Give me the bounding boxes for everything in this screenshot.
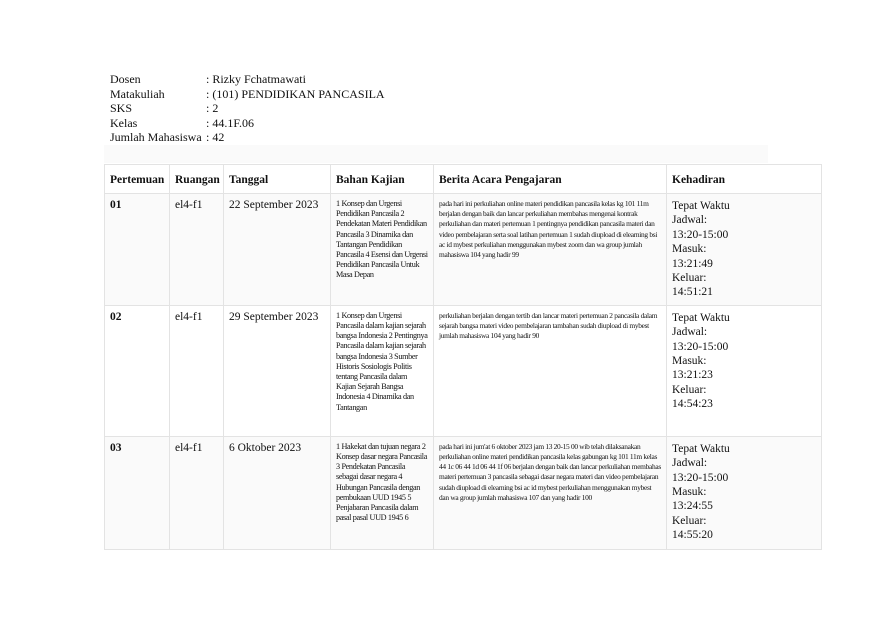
info-row-jumlah bbox=[110, 130, 385, 145]
check-out-label: Keluar: bbox=[672, 272, 707, 285]
meeting-number: 02 bbox=[105, 305, 170, 436]
kelas-value: : 44.1F.06 bbox=[206, 115, 255, 130]
table-row bbox=[105, 305, 822, 436]
check-in-label: Masuk: bbox=[672, 243, 707, 256]
header-kehadiran: Kehadiran bbox=[667, 165, 822, 194]
attendance-status: Tepat Waktu bbox=[672, 311, 730, 324]
teaching-report: pada hari ini perkuliahan online materi pendidikan pancasila kelas kg 101 11m berjalan dengan baik dan lancar perkuliahan membahas mengenai kontrak perkuliahan dan materi pertemuan 1 pentingnya pendidikan pancasila materi dan video pembelajaran serta soal latihan pertemuan 1 sudah diupload di elearning bsi ac id mybest perkuliahan menggunakan mybest zoom dan wa group jumlah mahasiswa 104 yang hadir 99 bbox=[434, 194, 667, 306]
check-in-value: 13:21:49 bbox=[672, 257, 713, 270]
matakuliah-label: Matakuliah bbox=[110, 86, 165, 101]
room: el4-f1 bbox=[170, 305, 224, 436]
table-row bbox=[105, 194, 822, 306]
schedule-value: 13:20-15:00 bbox=[672, 471, 729, 484]
course-info bbox=[110, 72, 385, 145]
header-shade-band bbox=[104, 145, 768, 163]
header-ruangan: Ruangan bbox=[170, 165, 224, 194]
check-in-value: 13:21:23 bbox=[672, 369, 713, 382]
schedule-value: 13:20-15:00 bbox=[672, 340, 729, 353]
header-berita-acara: Berita Acara Pengajaran bbox=[434, 165, 667, 194]
check-out-value: 14:54:23 bbox=[672, 398, 713, 411]
topic: 1 Hakekat dan tujuan negara 2 Konsep dasar negara Pancasila 3 Pendekatan Pancasila sebagai dasar negara 4 Hubungan Pancasila dengan pembukaan UUD 1945 5 Penjabaran Pancasila dalam pasal pasal UUD 1945 6 bbox=[331, 436, 434, 549]
date: 29 September 2023 bbox=[224, 305, 331, 436]
dosen-label: Dosen bbox=[110, 72, 141, 86]
matakuliah-value: : (101) PENDIDIKAN PANCASILA bbox=[206, 86, 385, 101]
jumlah-label: Jumlah Mahasiswa bbox=[110, 130, 202, 144]
info-row-dosen bbox=[110, 72, 385, 87]
header-pertemuan: Pertemuan bbox=[105, 165, 170, 194]
check-out-label: Keluar: bbox=[672, 383, 707, 396]
info-row-sks bbox=[110, 101, 385, 116]
check-out-value: 14:51:21 bbox=[672, 286, 713, 299]
date: 22 September 2023 bbox=[224, 194, 331, 306]
table-row bbox=[105, 436, 822, 549]
attendance-cell bbox=[667, 305, 822, 436]
schedule-label: Jadwal: bbox=[672, 214, 708, 227]
attendance-table bbox=[104, 164, 822, 550]
check-in-label: Masuk: bbox=[672, 486, 707, 499]
attendance-cell bbox=[667, 436, 822, 549]
table-header-row bbox=[105, 165, 822, 194]
info-row-matakuliah bbox=[110, 87, 385, 102]
header-tanggal: Tanggal bbox=[224, 165, 331, 194]
room: el4-f1 bbox=[170, 436, 224, 549]
meeting-number: 03 bbox=[105, 436, 170, 549]
schedule-value: 13:20-15:00 bbox=[672, 228, 729, 241]
date: 6 Oktober 2023 bbox=[224, 436, 331, 549]
info-row-kelas bbox=[110, 116, 385, 131]
schedule-label: Jadwal: bbox=[672, 457, 708, 470]
check-out-value: 14:55:20 bbox=[672, 529, 713, 542]
sks-value: : 2 bbox=[206, 101, 219, 115]
attendance-status: Tepat Waktu bbox=[672, 200, 730, 212]
kelas-label: Kelas bbox=[110, 115, 138, 130]
header-bahan-kajian: Bahan Kajian bbox=[331, 165, 434, 194]
topic: 1 Konsep dan Urgensi Pancasila dalam kajian sejarah bangsa Indonesia 2 Pentingnya Pancasila dalam kajian sejarah bangsa Indonesia 3 Sumber Historis Sosiologis Politis tentang Pancasila dalam Kajian Sejarah Bangsa Indonesia 4 Dinamika dan Tantangan bbox=[331, 305, 434, 436]
sks-label: SKS bbox=[110, 101, 133, 115]
schedule-label: Jadwal: bbox=[672, 326, 708, 339]
attendance-status: Tepat Waktu bbox=[672, 442, 730, 455]
teaching-report: perkuliahan berjalan dengan tertib dan lancar materi pertemuan 2 pancasila dalam sejarah bangsa materi video pembelajaran tambahan sudah diupload di mybest jumlah mahasiswa 104 yang hadir 90 bbox=[434, 305, 667, 436]
dosen-value: : Rizky Fchatmawati bbox=[206, 72, 306, 86]
jumlah-value: : 42 bbox=[206, 130, 225, 144]
teaching-report: pada hari ini jum'at 6 oktober 2023 jam 13 20-15 00 wib telah dilaksanakan perkuliahan online materi pendidikan pancasila kelas gabungan kg 101 11m kelas 44 1c 06 44 1d 06 44 1f 06 berjalan dengan baik dan lancar perkuliahan membahas materi pertemuan 3 pancasila sebagai dasar negara materi dan video pembelajaran sudah diupload di elearning bsi ac id mybest perkuliahan menggunakan mybest dan wa group jumlah mahasiswa 107 dan yang hadir 100 bbox=[434, 436, 667, 549]
room: el4-f1 bbox=[170, 194, 224, 306]
attendance-cell bbox=[667, 194, 822, 306]
topic: 1 Konsep dan Urgensi Pendidikan Pancasila 2 Pendekatan Materi Pendidikan Pancasila 3 Dinamika dan Tantangan Pendidikan Pancasila 4 Esensi dan Urgensi Pendidikan Pancasila Untuk Masa Depan bbox=[331, 194, 434, 306]
meeting-number: 01 bbox=[105, 194, 170, 306]
check-out-label: Keluar: bbox=[672, 514, 707, 527]
check-in-label: Masuk: bbox=[672, 355, 707, 368]
check-in-value: 13:24:55 bbox=[672, 500, 713, 513]
